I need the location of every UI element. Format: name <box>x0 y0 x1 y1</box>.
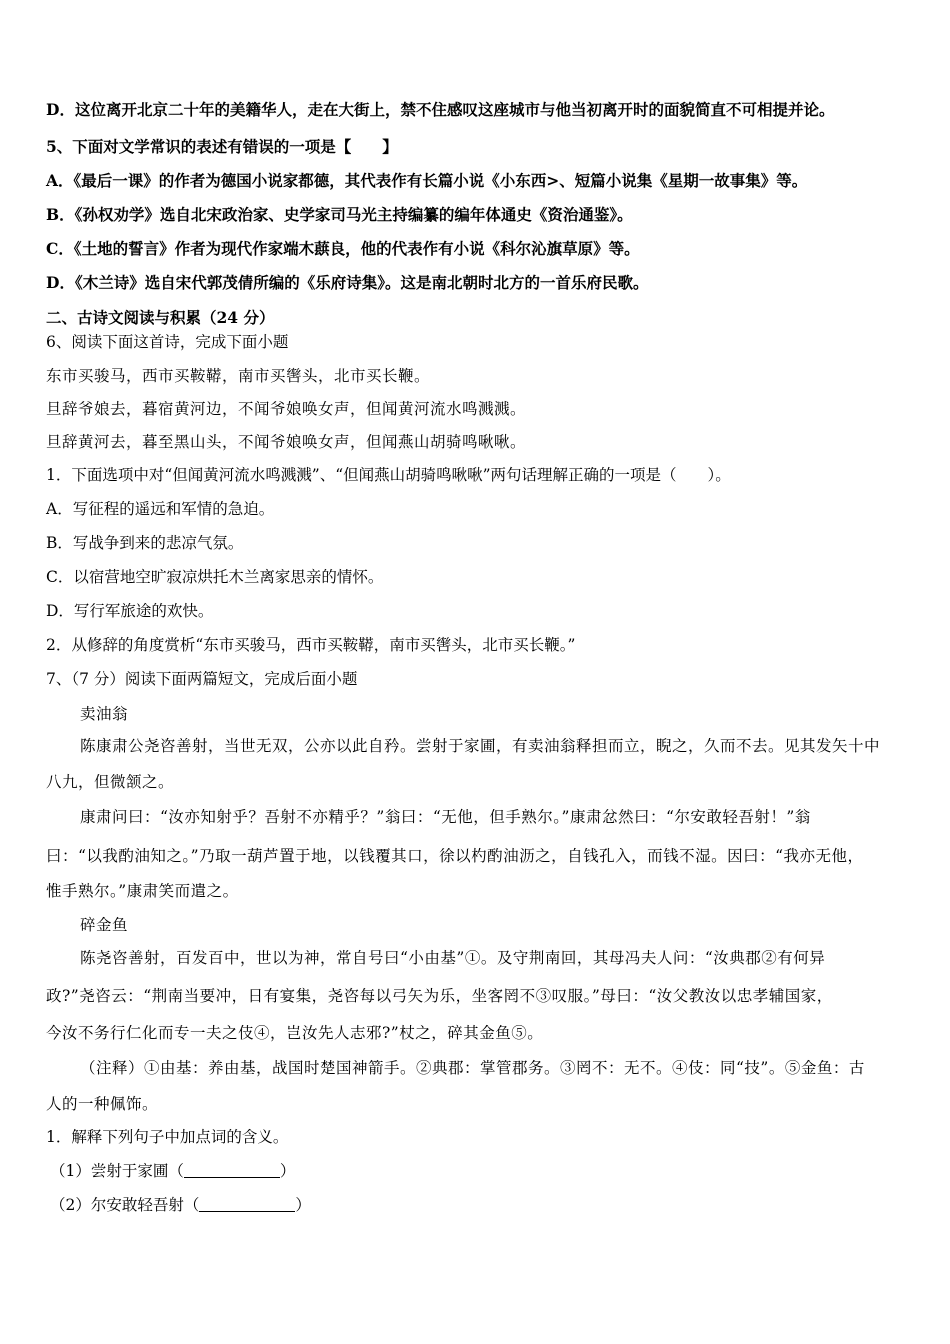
q6-option-b: B．写战争到来的悲凉气氛。 <box>46 534 244 552</box>
q7-item1-blank[interactable] <box>184 1163 280 1178</box>
passage2-title: 碎金鱼 <box>80 916 129 934</box>
q6-option-a: A．写征程的遥远和军情的急迫。 <box>46 500 275 518</box>
q7-stem: 7、（7 分）阅读下面两篇短文，完成后面小题 <box>46 670 358 688</box>
q7-item1 <box>50 1160 914 1182</box>
notes-line2: 人的一种佩饰。 <box>46 1095 159 1113</box>
q5-option-d: D．《木兰诗》选自宋代郭茂倩所编的《乐府诗集》。这是南北朝时北方的一首乐府民歌。 <box>46 273 649 292</box>
q6-stem: 6、阅读下面这首诗，完成下面小题 <box>46 333 289 351</box>
q7-item2-end: ） <box>295 1196 311 1214</box>
q6-sub2: 2．从修辞的角度赏析“东市买骏马，西市买鞍鞯，南市买辔头，北市买长鞭。” <box>46 636 576 654</box>
q4-option-d: D．这位离开北京二十年的美籍华人，走在大街上，禁不住感叹这座城市与他当初离开时的面貌简直不可相提并论。 <box>46 100 835 119</box>
q6-sub1: 1．下面选项中对“但闻黄河流水鸣溅溅”、“但闻燕山胡骑鸣啾啾”两句话理解正确的一项是（ ）。 <box>46 466 731 484</box>
passage1-para1-line1: 陈康肃公尧咨善射，当世无双，公亦以此自矜。尝射于家圃，有卖油翁释担而立，睨之，久而不去。见其发矢十中 <box>80 737 881 755</box>
passage2-para-line3: 今汝不务行仁化而专一夫之伎④，岂汝先人志邪?”杖之，碎其金鱼⑤。 <box>46 1024 544 1042</box>
poem-line-2: 旦辞爷娘去，暮宿黄河边，不闻爷娘唤女声，但闻黄河流水鸣溅溅。 <box>46 400 527 418</box>
q6-option-c: C．以宿营地空旷寂凉烘托木兰离家思亲的情怀。 <box>46 568 384 586</box>
q7-item1-label: （1）尝射于家圃（ <box>50 1162 184 1180</box>
q7-sub1: 1．解释下列句子中加点词的含义。 <box>46 1128 289 1146</box>
passage1-para2-line1: 康肃问曰：“汝亦知射乎？吾射不亦精乎？”翁曰：“无他，但手熟尔。”康肃忿然曰：“尔安敢轻吾射！”翁 <box>80 808 811 826</box>
q7-item2-label: （2）尔安敢轻吾射（ <box>50 1196 200 1214</box>
q7-item1-end: ） <box>279 1162 296 1180</box>
q7-item2 <box>50 1194 914 1216</box>
passage1-title: 卖油翁 <box>80 705 129 723</box>
poem-line-1: 东市买骏马，西市买鞍鞯，南市买辔头，北市买长鞭。 <box>46 367 431 385</box>
notes-line1: （注释）①由基：养由基，战国时楚国神箭手。②典郡：掌管郡务。③罔不：无不。④伎：同“技”。⑤金鱼：古 <box>80 1059 865 1077</box>
q5-stem: 5、下面对文学常识的表述有错误的一项是【 】 <box>46 137 398 156</box>
poem-line-3: 旦辞黄河去，暮至黑山头，不闻爷娘唤女声，但闻燕山胡骑鸣啾啾。 <box>46 433 527 451</box>
passage1-para2-line3: 惟手熟尔。”康肃笑而遣之。 <box>46 882 239 900</box>
q5-option-a: A．《最后一课》的作者为德国小说家都德，其代表作有长篇小说《小东西>、短篇小说集《星期一故事集》等。 <box>46 171 808 190</box>
q6-option-d: D．写行军旅途的欢快。 <box>46 602 214 620</box>
section2-heading: 二、古诗文阅读与积累（24 分） <box>46 308 275 327</box>
passage1-para1-line2: 八九，但微颔之。 <box>46 773 175 791</box>
passage2-para-line2: 政?”尧咨云：“荆南当要冲，日有宴集，尧咨每以弓矢为乐，坐客罔不③叹服。”母曰：“汝父教汝以忠孝辅国家， <box>46 987 833 1005</box>
q7-item2-blank[interactable] <box>199 1197 295 1212</box>
q5-option-c: C．《土地的誓言》作者为现代作家端木蕻良，他的代表作有小说《科尔沁旗草原》等。 <box>46 239 640 258</box>
passage1-para2-line2: 曰：“以我酌油知之。”乃取一葫芦置于地，以钱覆其口，徐以杓酌油沥之，自钱孔入，而钱不湿。因曰：“我亦无他， <box>46 847 864 865</box>
q5-option-b: B．《孙权劝学》选自北宋政治家、史学家司马光主持编纂的编年体通史《资治通鉴》。 <box>46 205 633 224</box>
passage2-para-line1: 陈尧咨善射，百发百中，世以为神，常自号曰“小由基”①。及守荆南回，其母冯夫人问：“汝典郡②有何异 <box>80 949 826 967</box>
